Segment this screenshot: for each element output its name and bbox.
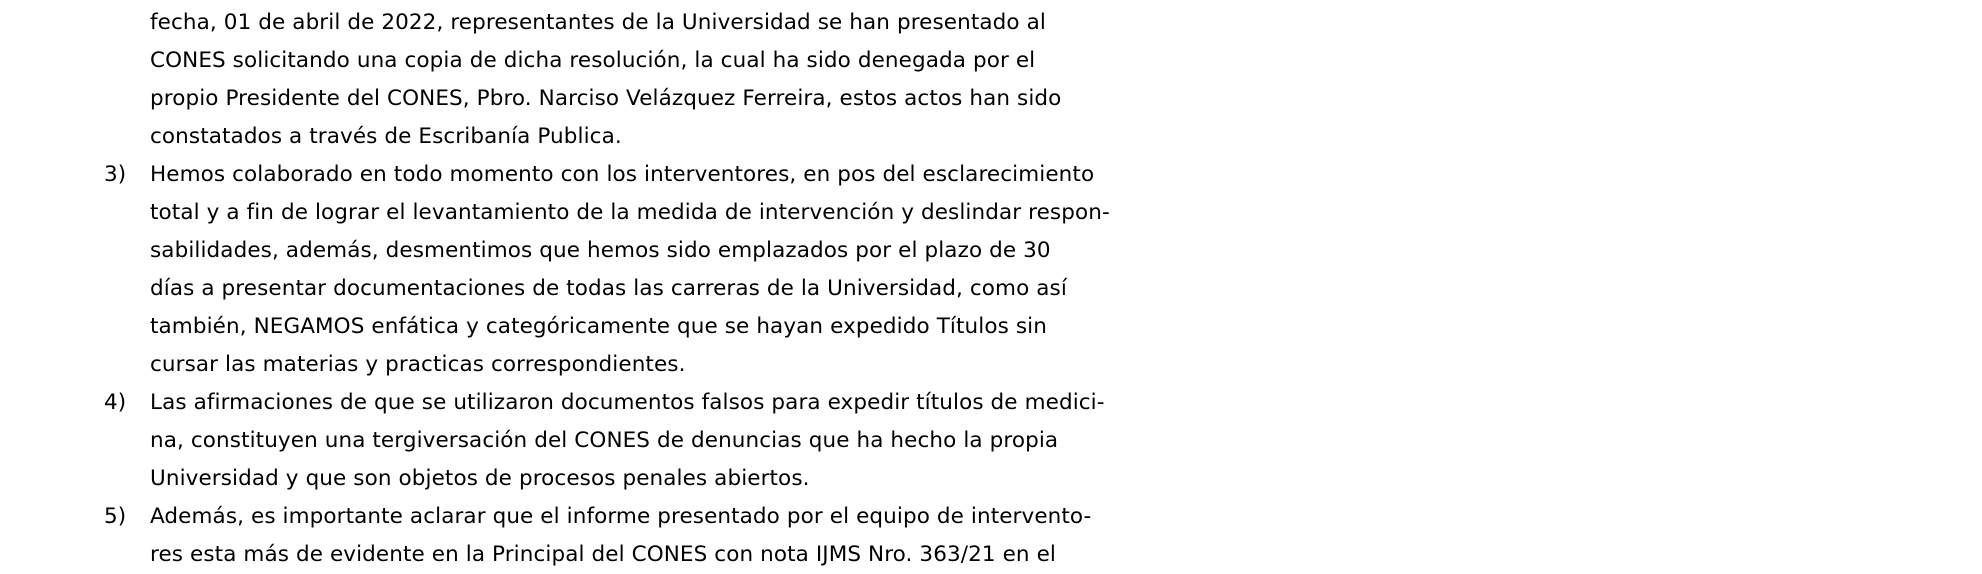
text-line: Además, es importante aclarar que el informe presentado por el equipo de intervento- <box>150 504 1092 529</box>
text-line: total y a fin de lograr el levantamiento de la medida de intervención y deslindar respon- <box>150 200 1110 225</box>
text-line: na, constituyen una tergiversación del CONES de denuncias que ha hecho la propia <box>150 428 1059 453</box>
text-line: CONES solicitando una copia de dicha resolución, la cual ha sido denegada por el <box>150 48 1036 73</box>
list-item-5 <box>0 498 1130 574</box>
text-line: Hemos colaborado en todo momento con los interventores, en pos del esclarecimiento <box>150 162 1095 187</box>
list-item-marker: 5) <box>104 504 127 529</box>
text-line: también, NEGAMOS enfática y categóricamente que se hayan expedido Títulos sin <box>150 314 1047 339</box>
paragraph-continuation <box>0 0 1130 156</box>
text-line: Las afirmaciones de que se utilizaron documentos falsos para expedir títulos de medici- <box>150 390 1105 415</box>
list-item-marker: 4) <box>104 390 127 415</box>
text-line: Universidad y que son objetos de procesos penales abiertos. <box>150 466 810 491</box>
text-line: cursar las materias y practicas correspondientes. <box>150 352 686 377</box>
list-item-marker: 3) <box>104 162 127 187</box>
text-line: días a presentar documentaciones de todas las carreras de la Universidad, como así <box>150 276 1067 301</box>
text-line: sabilidades, además, desmentimos que hemos sido emplazados por el plazo de 30 <box>150 238 1051 263</box>
text-line-clipped: res esta más de evidente en la Principal del CONES con nota IJMS Nro. 363/21 en el <box>150 542 1056 567</box>
text-line: constatados a través de Escribanía Publica. <box>150 124 622 149</box>
text-line: propio Presidente del CONES, Pbro. Narciso Velázquez Ferreira, estos actos han sido <box>150 86 1062 111</box>
text-line: fecha, 01 de abril de 2022, representantes de la Universidad se han presentado al <box>150 10 1046 35</box>
list-item-3 <box>0 156 1130 384</box>
list-item-4 <box>0 384 1130 498</box>
